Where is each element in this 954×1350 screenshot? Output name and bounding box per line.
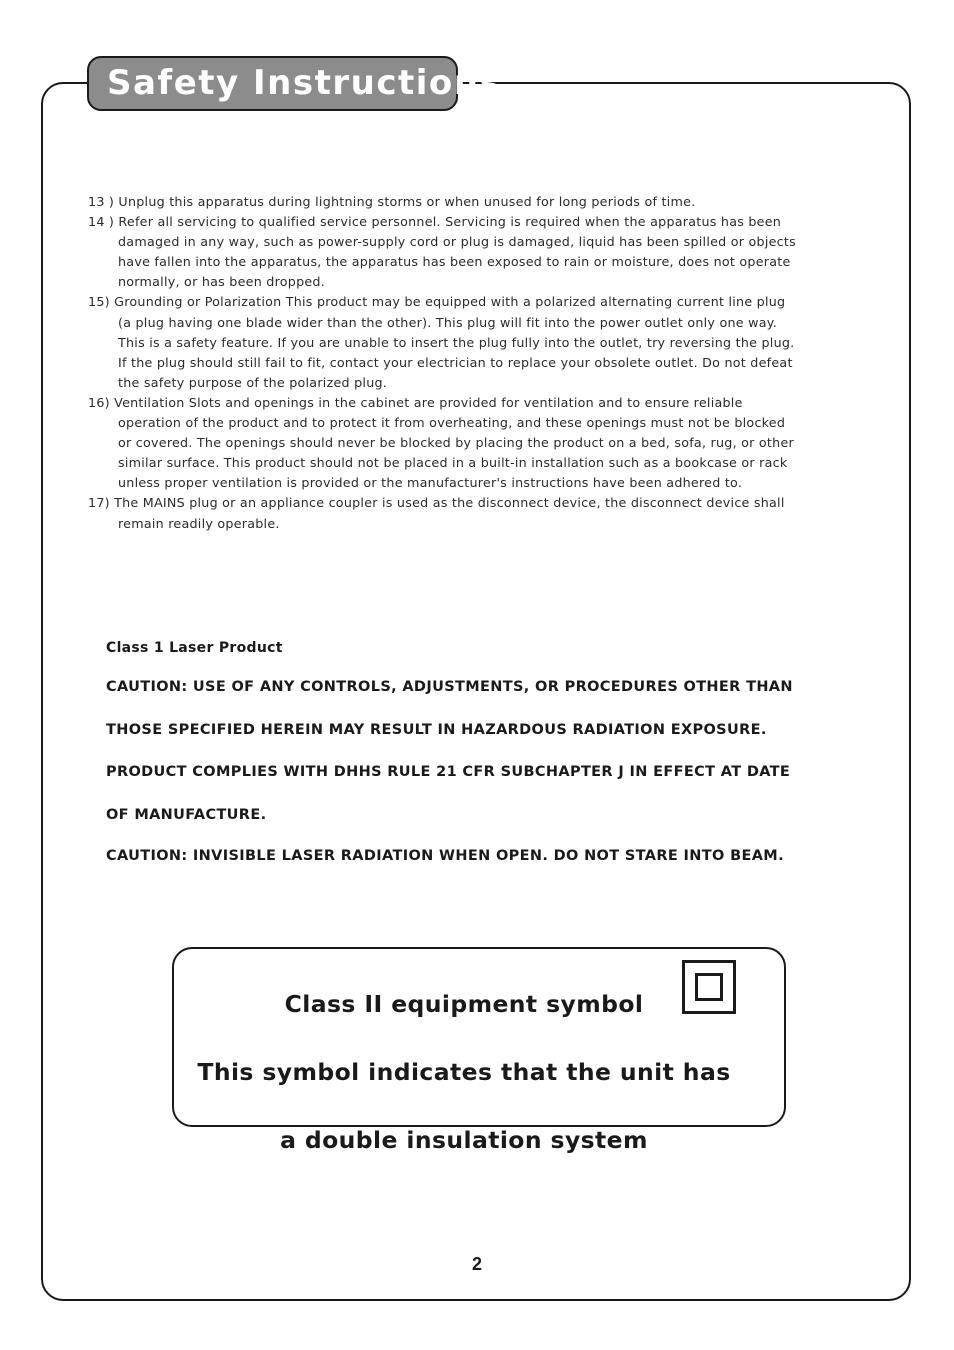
laser-compliance-line: PRODUCT COMPLIES WITH DHHS RULE 21 CFR SUBCHAPTER J IN EFFECT AT DATE bbox=[106, 763, 791, 780]
instruction-item-14 bbox=[88, 212, 848, 292]
laser-class-heading: Class 1 Laser Product bbox=[106, 640, 283, 656]
instruction-line: (a plug having one blade wider than the other). This plug will fit into the power outlet only one way. bbox=[118, 314, 777, 330]
instruction-line: If the plug should still fail to fit, contact your electrician to replace your obsolete outlet. Do not defeat bbox=[118, 354, 793, 370]
instruction-line: damaged in any way, such as power-supply cord or plug is damaged, liquid has been spilled or objects bbox=[118, 234, 796, 250]
instruction-item-16 bbox=[88, 393, 848, 493]
laser-compliance-line: OF MANUFACTURE. bbox=[106, 806, 267, 823]
instruction-line: the safety purpose of the polarized plug. bbox=[118, 374, 388, 390]
instruction-line: 15) Grounding or Polarization This product may be equipped with a polarized alternating current line plug bbox=[88, 294, 786, 310]
instruction-line: 14 ) Refer all servicing to qualified service personnel. Servicing is required when the apparatus has been bbox=[88, 214, 782, 230]
class-ii-description bbox=[174, 987, 754, 1157]
instruction-item-13 bbox=[88, 192, 848, 212]
instruction-item-15 bbox=[88, 292, 848, 392]
instruction-line: remain readily operable. bbox=[118, 515, 280, 531]
instruction-line: unless proper ventilation is provided or the manufacturer's instructions have been adhered to. bbox=[118, 475, 743, 491]
instruction-line: This is a safety feature. If you are unable to insert the plug fully into the outlet, try reversing the plug. bbox=[118, 334, 795, 350]
laser-caution-controls bbox=[106, 677, 886, 742]
class-ii-line: This symbol indicates that the unit has bbox=[197, 1058, 731, 1086]
laser-caution-radiation bbox=[106, 846, 886, 868]
class-ii-line: a double insulation system bbox=[280, 1126, 648, 1154]
instruction-line: normally, or has been dropped. bbox=[118, 274, 326, 290]
instruction-list bbox=[88, 192, 848, 534]
page-title: Safety Instructions bbox=[107, 63, 502, 103]
instruction-line: 17) The MAINS plug or an appliance coupler is used as the disconnect device, the disconnect device shall bbox=[88, 495, 785, 511]
instruction-item-17 bbox=[88, 493, 848, 533]
laser-compliance-statement bbox=[106, 762, 886, 827]
class-ii-symbol-box bbox=[172, 947, 786, 1154]
double-square-icon bbox=[682, 960, 736, 1014]
instruction-line: have fallen into the apparatus, the apparatus has been exposed to rain or moisture, does not operate bbox=[118, 254, 791, 270]
laser-caution-line: THOSE SPECIFIED HEREIN MAY RESULT IN HAZARDOUS RADIATION EXPOSURE. bbox=[106, 722, 767, 738]
class-ii-line: Class II equipment symbol bbox=[284, 990, 644, 1018]
laser-warning-section bbox=[106, 636, 886, 888]
instruction-line: operation of the product and to protect it from overheating, and these openings must not be blocked bbox=[118, 415, 786, 431]
instruction-line: 16) Ventilation Slots and openings in the cabinet are provided for ventilation and to ensure reliable bbox=[88, 394, 743, 410]
page-number: 2 bbox=[471, 1254, 482, 1274]
title-tab bbox=[87, 56, 502, 111]
instruction-line: similar surface. This product should not be placed in a built-in installation such as a bookcase or rack bbox=[118, 455, 788, 471]
instruction-line: or covered. The openings should never be blocked by placing the product on a bed, sofa, rug, or other bbox=[118, 435, 794, 451]
laser-caution-line: CAUTION: USE OF ANY CONTROLS, ADJUSTMENTS, OR PROCEDURES OTHER THAN bbox=[106, 679, 793, 695]
instruction-line: 13 ) Unplug this apparatus during lightning storms or when unused for long periods of time. bbox=[88, 194, 696, 209]
laser-caution-line: CAUTION: INVISIBLE LASER RADIATION WHEN OPEN. DO NOT STARE INTO BEAM. bbox=[106, 848, 784, 864]
